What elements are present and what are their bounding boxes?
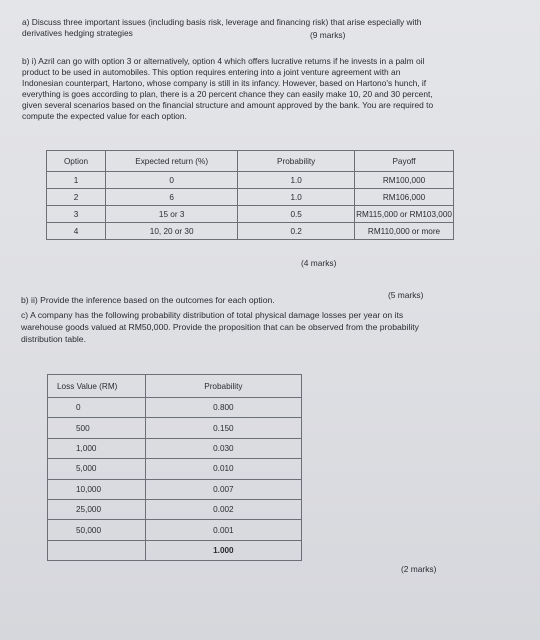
table-cell: 0 [48, 398, 146, 418]
header-probability: Probability [145, 375, 301, 398]
table-cell [48, 540, 146, 560]
table-cell: RM100,000 [355, 172, 454, 189]
question-c-line1: c) A company has the following probability distribution of total physical damage losses per year on its [21, 310, 404, 320]
question-b1-line2: product to be used in automobiles. This option requires entering into a joint venture agreement with an [22, 67, 401, 77]
table-header-row [47, 151, 454, 172]
table-cell: RM110,000 or more [355, 223, 454, 240]
table-cell: 6 [106, 189, 238, 206]
table-row [48, 499, 302, 519]
table-row [47, 172, 454, 189]
table-cell: 0.001 [145, 520, 301, 540]
table-header-row [48, 375, 302, 398]
header-option: Option [47, 151, 106, 172]
question-b1-line6: compute the expected value for each option. [22, 111, 187, 121]
table-total-row [48, 540, 302, 560]
question-b1-line5: given several scenarios based on the financial structure and amount approved by the bank. You are required to [22, 100, 434, 110]
table-cell: 0.150 [145, 418, 301, 438]
table-cell: 50,000 [48, 520, 146, 540]
question-a-line2: derivatives hedging strategies [22, 28, 133, 38]
table-cell: 1 [47, 172, 106, 189]
table-cell: 0.010 [145, 459, 301, 479]
table-cell: 5,000 [48, 459, 146, 479]
table-cell: RM106,000 [355, 189, 454, 206]
table-cell: 2 [47, 189, 106, 206]
options-table [46, 150, 454, 240]
header-loss-value: Loss Value (RM) [48, 375, 146, 398]
table-cell: 0.030 [145, 438, 301, 458]
table-row [47, 223, 454, 240]
table-row [48, 398, 302, 418]
table-cell: 500 [48, 418, 146, 438]
table-cell: 1.0 [238, 172, 355, 189]
question-b1-line1: b) i) Azril can go with option 3 or alternatively, option 4 which offers lucrative returns if he invests in a palm oil [22, 56, 425, 66]
table-row [48, 438, 302, 458]
table-cell: 10,000 [48, 479, 146, 499]
table-cell: 0 [106, 172, 238, 189]
table-row [48, 418, 302, 438]
table-cell: 0.2 [238, 223, 355, 240]
header-probability: Probability [238, 151, 355, 172]
question-b2-text: b) ii) Provide the inference based on the outcomes for each option. [21, 295, 275, 305]
question-b1-line4: everything is goes according to plan, there is a 20 percent chance they can easily make 10, 20 and 30 percent, [22, 89, 433, 99]
table-cell: 25,000 [48, 499, 146, 519]
table-cell: 1.0 [238, 189, 355, 206]
table-cell: 0.5 [238, 206, 355, 223]
table-cell: RM115,000 or RM103,000 [355, 206, 454, 223]
table-row [48, 520, 302, 540]
table-row [47, 189, 454, 206]
header-expected-return: Expected return (%) [106, 151, 238, 172]
table-cell: 10, 20 or 30 [106, 223, 238, 240]
table-row [48, 479, 302, 499]
question-c-line3: distribution table. [21, 334, 86, 344]
question-b1-line3: Indonesian counterpart, Hartono, whose company is still in its infancy. However, based on Hartono's hunch, if [22, 78, 427, 88]
loss-distribution-table [47, 374, 302, 561]
table-row [47, 206, 454, 223]
total-probability: 1.000 [145, 540, 301, 560]
table1-marks: (4 marks) [301, 258, 337, 268]
table2-marks: (2 marks) [401, 564, 437, 574]
table-cell: 3 [47, 206, 106, 223]
question-a-marks: (9 marks) [310, 30, 346, 40]
question-b2-marks: (5 marks) [388, 290, 424, 300]
table-cell: 4 [47, 223, 106, 240]
table-cell: 0.007 [145, 479, 301, 499]
table-cell: 0.002 [145, 499, 301, 519]
question-c-line2: warehouse goods valued at RM50,000. Provide the proposition that can be observed from the probability [21, 322, 419, 332]
question-a-line1: a) Discuss three important issues (including basis risk, leverage and financing risk) that arise especially with [22, 17, 422, 27]
table-cell: 15 or 3 [106, 206, 238, 223]
table-cell: 0.800 [145, 398, 301, 418]
header-payoff: Payoff [355, 151, 454, 172]
table-cell: 1,000 [48, 438, 146, 458]
table-row [48, 459, 302, 479]
